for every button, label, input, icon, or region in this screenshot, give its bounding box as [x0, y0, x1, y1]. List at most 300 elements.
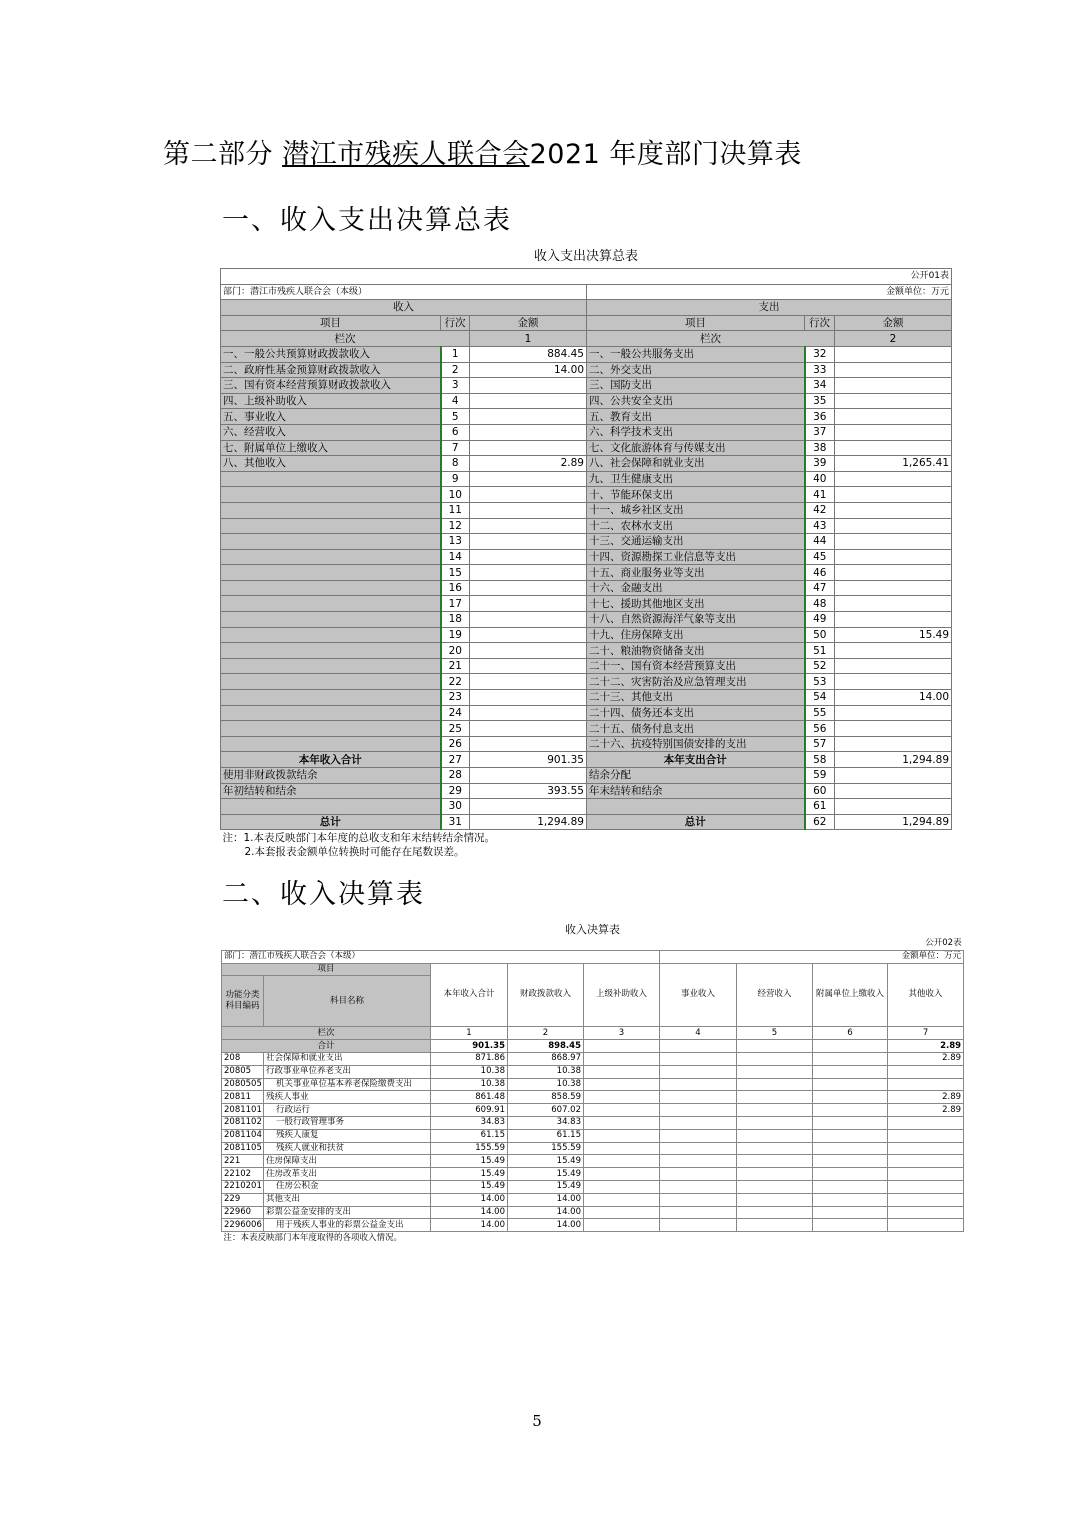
amount-cell: 14.00 [431, 1206, 508, 1219]
table-row [222, 1142, 964, 1155]
table-row [222, 1091, 964, 1104]
amount-cell [584, 1219, 660, 1232]
expense-item: 十七、援助其他地区支出 [587, 596, 805, 612]
expense-amount: 14.00 [835, 690, 952, 706]
expense-item: 本年支出合计 [587, 752, 805, 768]
amount-cell [737, 1104, 813, 1117]
expense-amount [835, 580, 952, 596]
table-row [221, 362, 952, 378]
income-row-no: 2 [441, 362, 470, 378]
expense-row-no: 40 [805, 471, 835, 487]
income-item: 八、其他收入 [221, 456, 441, 472]
income-row-no: 31 [441, 814, 470, 830]
amount-cell: 155.59 [431, 1142, 508, 1155]
table-row [221, 814, 952, 830]
expense-amount [835, 346, 952, 362]
amount-cell: 2.89 [888, 1052, 964, 1065]
amount-cell [584, 1168, 660, 1181]
amount-cell: 10.38 [508, 1065, 584, 1078]
org-name: 潜江市残疾人联合会 [282, 139, 530, 170]
section-heading-summary: 一、收入支出决算总表 [222, 205, 512, 236]
expense-row-no: 50 [805, 627, 835, 643]
table-row [221, 768, 952, 784]
amount-cell [813, 1129, 888, 1142]
amount-cell: 2.89 [888, 1091, 964, 1104]
expense-item: 结余分配 [587, 768, 805, 784]
subject-name: 住房改革支出 [264, 1168, 431, 1181]
table-row [222, 1104, 964, 1117]
income-amount: 2.89 [470, 456, 587, 472]
header-row-1 [222, 963, 964, 976]
income-final-accounts-table [221, 920, 964, 1244]
form-number: 公开01表 [221, 269, 952, 285]
amount-cell [660, 1116, 737, 1129]
subject-name: 住房公积金 [264, 1180, 431, 1193]
amount-cell [888, 1142, 964, 1155]
table-row [221, 378, 952, 394]
expense-amount [835, 393, 952, 409]
income-amount [470, 674, 587, 690]
amount-cell: 10.38 [431, 1078, 508, 1091]
expense-row-no: 43 [805, 518, 835, 534]
lanci-row [221, 331, 952, 347]
expense-item: 二十一、国有资本经营预算支出 [587, 658, 805, 674]
expense-item: 七、文化旅游体育与传媒支出 [587, 440, 805, 456]
income-row-no: 14 [441, 549, 470, 565]
subject-code: 2210201 [222, 1180, 264, 1193]
expense-row-no: 41 [805, 487, 835, 503]
amount-cell [813, 1219, 888, 1232]
income-item: 本年收入合计 [221, 752, 441, 768]
amount-cell [584, 1193, 660, 1206]
expense-row-no: 59 [805, 768, 835, 784]
expense-amount [835, 549, 952, 565]
income-row-no: 10 [441, 487, 470, 503]
table-row [221, 643, 952, 659]
amount-cell: 14.00 [431, 1193, 508, 1206]
lanci-value: 6 [813, 1027, 888, 1040]
expense-row-no: 62 [805, 814, 835, 830]
amount-cell [584, 1104, 660, 1117]
amount-cell [737, 1219, 813, 1232]
expense-amount [835, 487, 952, 503]
income-row-no: 16 [441, 580, 470, 596]
amount-cell [888, 1193, 964, 1206]
note-row [222, 1232, 964, 1244]
expense-amount: 1,294.89 [835, 752, 952, 768]
amount-cell [888, 1219, 964, 1232]
income-row-no: 22 [441, 674, 470, 690]
department-label: 部门：潜江市残疾人联合会（本级） [222, 950, 660, 963]
expense-row-no: 47 [805, 580, 835, 596]
expense-amount [835, 518, 952, 534]
expense-item: 五、教育支出 [587, 409, 805, 425]
total-value [584, 1040, 660, 1053]
subject-code: 2081102 [222, 1116, 264, 1129]
expense-amount [835, 424, 952, 440]
expense-amount [835, 596, 952, 612]
lanci-value: 7 [888, 1027, 964, 1040]
amount-cell: 2.89 [888, 1104, 964, 1117]
expense-amount [835, 409, 952, 425]
amount-cell: 10.38 [431, 1065, 508, 1078]
subject-code: 2296006 [222, 1219, 264, 1232]
subject-name: 一般行政管理事务 [264, 1116, 431, 1129]
total-value [660, 1040, 737, 1053]
expense-item: 八、社会保障和就业支出 [587, 456, 805, 472]
income-amount [470, 612, 587, 628]
expense-row-no: 38 [805, 440, 835, 456]
total-value: 898.45 [508, 1040, 584, 1053]
income-row-no: 21 [441, 658, 470, 674]
amount-cell [813, 1116, 888, 1129]
table-row [221, 487, 952, 503]
amount-cell [660, 1219, 737, 1232]
income-item [221, 721, 441, 737]
subject-code: 22960 [222, 1206, 264, 1219]
income-amount [470, 487, 587, 503]
income-item [221, 596, 441, 612]
expense-item: 二十六、抗疫特别国债安排的支出 [587, 736, 805, 752]
income-row-no: 28 [441, 768, 470, 784]
income-item [221, 580, 441, 596]
income-item [221, 799, 441, 815]
col-item: 项目 [587, 315, 805, 331]
table-row [221, 752, 952, 768]
amount-cell: 14.00 [508, 1193, 584, 1206]
page-title: 第二部分 潜江市残疾人联合会2021 年度部门决算表 [163, 139, 802, 170]
income-amount [470, 534, 587, 550]
table-row [221, 565, 952, 581]
income-amount [470, 502, 587, 518]
total-value: 2.89 [888, 1040, 964, 1053]
expense-row-no: 48 [805, 596, 835, 612]
income-row-no: 3 [441, 378, 470, 394]
table-row [222, 1155, 964, 1168]
income-item [221, 658, 441, 674]
table-row [221, 456, 952, 472]
amount-cell: 871.86 [431, 1052, 508, 1065]
table-row [221, 440, 952, 456]
income-row-no: 29 [441, 783, 470, 799]
expense-row-no: 55 [805, 705, 835, 721]
expense-amount [835, 534, 952, 550]
amount-cell: 15.49 [508, 1155, 584, 1168]
income-amount [470, 518, 587, 534]
income-row-no: 4 [441, 393, 470, 409]
income-amount [470, 799, 587, 815]
total-value: 901.35 [431, 1040, 508, 1053]
income-row-no: 20 [441, 643, 470, 659]
income-item [221, 690, 441, 706]
amount-cell: 14.00 [508, 1206, 584, 1219]
expense-amount: 1,265.41 [835, 456, 952, 472]
amount-cell [660, 1168, 737, 1181]
expense-item [587, 799, 805, 815]
amount-cell [888, 1168, 964, 1181]
income-amount [470, 549, 587, 565]
expense-amount [835, 799, 952, 815]
amount-cell [737, 1065, 813, 1078]
expense-row-no: 39 [805, 456, 835, 472]
expense-item: 二、外交支出 [587, 362, 805, 378]
income-row-no: 1 [441, 346, 470, 362]
amount-cell [660, 1052, 737, 1065]
amount-cell [737, 1168, 813, 1181]
lanci-value: 5 [737, 1027, 813, 1040]
table-row [222, 1078, 964, 1091]
amount-cell [737, 1078, 813, 1091]
amount-cell [584, 1116, 660, 1129]
income-row-no: 6 [441, 424, 470, 440]
total-value [813, 1040, 888, 1053]
expense-row-no: 49 [805, 612, 835, 628]
income-row-no: 25 [441, 721, 470, 737]
amount-cell: 61.15 [508, 1129, 584, 1142]
expense-amount [835, 736, 952, 752]
expense-amount [835, 721, 952, 737]
expense-item: 二十二、灾害防治及应急管理支出 [587, 674, 805, 690]
expense-row-no: 35 [805, 393, 835, 409]
amount-cell [888, 1129, 964, 1142]
amount-cell [584, 1091, 660, 1104]
income-item: 三、国有资本经营预算财政拨款收入 [221, 378, 441, 394]
col-item: 项目 [221, 315, 441, 331]
expense-item: 一、一般公共服务支出 [587, 346, 805, 362]
income-item [221, 549, 441, 565]
income-row-no: 8 [441, 456, 470, 472]
expense-row-no: 32 [805, 346, 835, 362]
amount-cell: 15.49 [508, 1180, 584, 1193]
income-row-no: 24 [441, 705, 470, 721]
amount-cell [660, 1206, 737, 1219]
expense-row-no: 56 [805, 721, 835, 737]
table-row [222, 1180, 964, 1193]
header-col: 本年收入合计 [431, 963, 508, 1027]
expense-item: 六、科学技术支出 [587, 424, 805, 440]
income-row-no: 26 [441, 736, 470, 752]
subject-code: 221 [222, 1155, 264, 1168]
subject-code: 2081104 [222, 1129, 264, 1142]
subject-code: 2081105 [222, 1142, 264, 1155]
expense-item: 十四、资源勘探工业信息等支出 [587, 549, 805, 565]
amount-cell [584, 1078, 660, 1091]
amount-cell [660, 1155, 737, 1168]
income-item: 二、政府性基金预算财政拨款收入 [221, 362, 441, 378]
expense-row-no: 33 [805, 362, 835, 378]
amount-cell [813, 1104, 888, 1117]
amount-cell [813, 1155, 888, 1168]
amount-cell [584, 1180, 660, 1193]
expense-amount [835, 674, 952, 690]
subject-code: 20805 [222, 1065, 264, 1078]
expense-row-no: 60 [805, 783, 835, 799]
amount-cell [660, 1078, 737, 1091]
subject-code: 2081101 [222, 1104, 264, 1117]
expense-row-no: 42 [805, 502, 835, 518]
expense-item: 十九、住房保障支出 [587, 627, 805, 643]
amount-cell [584, 1065, 660, 1078]
table-row [221, 518, 952, 534]
income-row-no: 12 [441, 518, 470, 534]
amount-cell: 609.91 [431, 1104, 508, 1117]
income-amount: 901.35 [470, 752, 587, 768]
income-item [221, 534, 441, 550]
amount-cell [660, 1180, 737, 1193]
income-item [221, 674, 441, 690]
subject-name: 彩票公益金安排的支出 [264, 1206, 431, 1219]
total-label: 合计 [222, 1040, 431, 1053]
subject-name: 其他支出 [264, 1193, 431, 1206]
expense-item: 十二、农林水支出 [587, 518, 805, 534]
subject-code: 229 [222, 1193, 264, 1206]
income-row-no: 13 [441, 534, 470, 550]
amount-cell [584, 1206, 660, 1219]
expense-item: 十一、城乡社区支出 [587, 502, 805, 518]
table-row [221, 534, 952, 550]
header-item: 项目 [222, 963, 431, 976]
amount-cell [737, 1155, 813, 1168]
income-item: 使用非财政拨款结余 [221, 768, 441, 784]
amount-cell [813, 1193, 888, 1206]
income-item: 五、事业收入 [221, 409, 441, 425]
expense-item: 九、卫生健康支出 [587, 471, 805, 487]
expense-row-no: 61 [805, 799, 835, 815]
expense-row-no: 37 [805, 424, 835, 440]
amount-cell [584, 1129, 660, 1142]
amount-cell [888, 1180, 964, 1193]
income-item: 总计 [221, 814, 441, 830]
table-row [221, 471, 952, 487]
header-col: 事业收入 [660, 963, 737, 1027]
subject-name: 残疾人事业 [264, 1091, 431, 1104]
expense-item: 二十、粮油物资储备支出 [587, 643, 805, 659]
col-amount: 金额 [470, 315, 587, 331]
table-row [221, 627, 952, 643]
table-row [222, 1193, 964, 1206]
amount-cell [737, 1142, 813, 1155]
amount-cell [813, 1078, 888, 1091]
income-amount [470, 378, 587, 394]
income-row-no: 18 [441, 612, 470, 628]
amount-cell [584, 1142, 660, 1155]
note-row [221, 845, 952, 860]
amount-cell [813, 1052, 888, 1065]
table-row [222, 1168, 964, 1181]
expense-item: 年末结转和结余 [587, 783, 805, 799]
table-row [221, 721, 952, 737]
unit-label: 金额单位：万元 [660, 950, 964, 963]
note-row [221, 830, 952, 845]
amount-cell [813, 1065, 888, 1078]
expense-row-no: 54 [805, 690, 835, 706]
amount-cell [813, 1168, 888, 1181]
expense-amount: 1,294.89 [835, 814, 952, 830]
amount-cell: 861.48 [431, 1091, 508, 1104]
table-row [221, 690, 952, 706]
expense-item: 总计 [587, 814, 805, 830]
expense-row-no: 57 [805, 736, 835, 752]
income-item: 六、经营收入 [221, 424, 441, 440]
table-row [222, 1052, 964, 1065]
income-amount [470, 627, 587, 643]
expense-row-no: 51 [805, 643, 835, 659]
expense-item: 二十三、其他支出 [587, 690, 805, 706]
subject-name: 用于残疾人事业的彩票公益金支出 [264, 1219, 431, 1232]
expense-row-no: 58 [805, 752, 835, 768]
header-col: 财政拨款收入 [508, 963, 584, 1027]
expense-amount [835, 378, 952, 394]
table-row [221, 783, 952, 799]
section-heading-income: 二、收入决算表 [222, 879, 425, 910]
header-col: 其他收入 [888, 963, 964, 1027]
expense-item: 十三、交通运输支出 [587, 534, 805, 550]
expense-header: 支出 [587, 300, 952, 316]
unit-label: 金额单位：万元 [587, 284, 952, 300]
table-row [222, 1116, 964, 1129]
expense-amount [835, 565, 952, 581]
income-row-no: 15 [441, 565, 470, 581]
dept-unit-row [221, 284, 952, 300]
table-row [221, 502, 952, 518]
expense-row-no: 52 [805, 658, 835, 674]
subject-code: 2080505 [222, 1078, 264, 1091]
expense-item: 四、公共安全支出 [587, 393, 805, 409]
income-row-no: 27 [441, 752, 470, 768]
expense-item: 十八、自然资源海洋气象等支出 [587, 612, 805, 628]
table-row [222, 1219, 964, 1232]
income-item: 一、一般公共预算财政拨款收入 [221, 346, 441, 362]
note-1: 注：1.本表反映部门本年度的总收支和年末结转结余情况。 [222, 831, 496, 844]
header-name: 科目名称 [264, 976, 431, 1027]
form-number-row [221, 269, 952, 285]
income-item: 四、上级补助收入 [221, 393, 441, 409]
expense-row-no: 36 [805, 409, 835, 425]
income-amount [470, 643, 587, 659]
amount-cell [888, 1206, 964, 1219]
amount-cell [888, 1116, 964, 1129]
group-header-row [221, 300, 952, 316]
col-row-no: 行次 [441, 315, 470, 331]
income-item [221, 612, 441, 628]
income-amount [470, 424, 587, 440]
subject-name: 住房保障支出 [264, 1155, 431, 1168]
amount-cell: 15.49 [431, 1168, 508, 1181]
amount-cell [813, 1142, 888, 1155]
table-row [221, 799, 952, 815]
amount-cell [737, 1206, 813, 1219]
amount-cell: 14.00 [431, 1219, 508, 1232]
subject-code: 208 [222, 1052, 264, 1065]
note-2: 2.本套报表金额单位转换时可能存在尾数误差。 [244, 846, 465, 859]
subject-name: 行政事业单位养老支出 [264, 1065, 431, 1078]
income-amount [470, 705, 587, 721]
income-amount [470, 471, 587, 487]
lanci-label: 栏次 [221, 331, 470, 347]
amount-cell [737, 1052, 813, 1065]
income-item [221, 471, 441, 487]
header-col: 上级补助收入 [584, 963, 660, 1027]
income-row-no: 5 [441, 409, 470, 425]
table-row [221, 612, 952, 628]
col-amount: 金额 [835, 315, 952, 331]
income-amount [470, 596, 587, 612]
income-amount [470, 409, 587, 425]
note: 注：本表反映部门本年度取得的各项收入情况。 [223, 1232, 403, 1243]
header-col: 附属单位上缴收入 [813, 963, 888, 1027]
amount-cell: 607.02 [508, 1104, 584, 1117]
income-header: 收入 [221, 300, 587, 316]
